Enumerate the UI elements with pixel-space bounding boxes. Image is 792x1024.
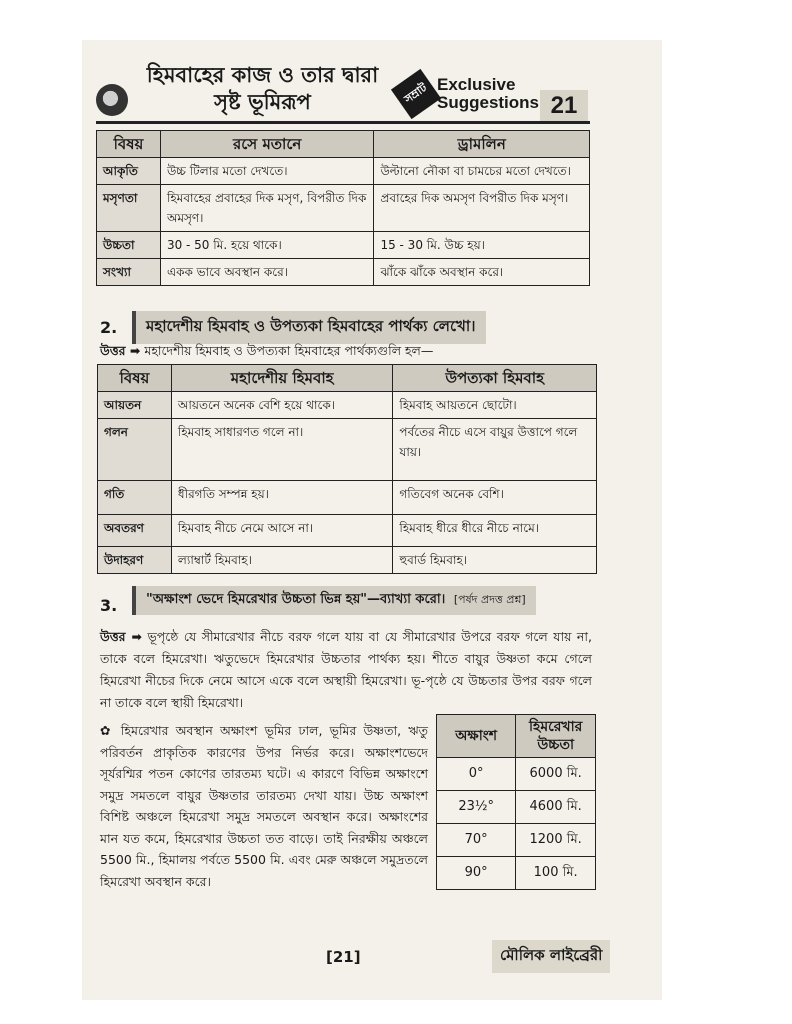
table-row [437,758,596,791]
table-cell: ল্যাম্বার্ট হিমবাহ। [171,547,393,574]
table-header-cell: ড্রামলিন [374,131,590,158]
table-row [437,857,596,890]
answer-intro-text: মহাদেশীয় হিমবাহ ও উপত্যকা হিমবাহের পার্থক্যগুলি হল— [144,343,434,358]
question-3-text: "অক্ষাংশ ভেদে হিমরেখার উচ্চতা ভিন্ন হয়"—ব্যাখ্যা করো। [146,592,446,607]
header-divider [96,121,590,124]
table-header-row [97,131,590,158]
table-row [98,481,597,515]
answer-text: ভূপৃষ্ঠে যে সীমারেখার নীচে বরফ গলে যায় বা যে সীমারেখার উপরে বরফ গলে যায় না, তাকে বলে হিমরেখা। ঋতুভেদে হিমরেখার উচ্চতার পার্থক্য হয়। শীতে বায়ুর উষ্ণতা কমে গেলে হিমরেখা নীচের দিকে নেমে আসে একে বলে অস্থায়ী হিমরেখা। ভূ-পৃষ্ঠে যে উচ্চতার উপর বরফ গলে না তাকে বলে স্থায়ী হিমরেখা। [100,629,592,710]
chapter-title-line1: হিমবাহের কাজ ও তার দ্বারা [146,63,379,87]
glacier-comparison-table [97,364,597,574]
table-row [98,515,597,547]
suggestions-text: Suggestions [437,93,540,112]
table-row [437,824,596,857]
table-row [97,259,590,286]
exclusive-text: Exclusive [437,75,516,94]
table-header-cell: উপত্যকা হিমবাহ [393,365,597,392]
table-cell: হিমবাহের প্রবাহের দিক মসৃণ, বিপরীত দিক অমসৃণ। [160,185,374,232]
question-3-answer [100,626,592,714]
table-cell: 15 - 30 মি. উচ্চ হয়। [374,232,590,259]
table-cell: একক ভাবে অবস্থান করে। [160,259,374,286]
table-header-cell: বিষয় [98,365,172,392]
question-tag: [পর্ষদ প্রদত্ত প্রশ্ন] [453,593,526,606]
snowline-height-table [436,714,596,890]
table-cell: হিমবাহ আয়তনে ছোটো। [393,392,597,419]
latitude-cell: 0° [437,758,516,791]
exclusive-suggestions-label [437,76,539,112]
drumlin-comparison-table [96,130,590,286]
answer-label: উত্তর ➡ [100,343,141,358]
question-3-number: 3. [100,596,118,615]
table-row [98,547,597,574]
table-cell: 30 - 50 মি. হয়ে থাকে। [160,232,374,259]
question-2-text: মহাদেশীয় হিমবাহ ও উপত্যকা হিমবাহের পার্থক্য লেখো। [132,311,486,344]
question-2-number: 2. [100,318,118,337]
table-cell: গতিবেগ অনেক বেশি। [393,481,597,515]
row-label: উদাহরণ [98,547,172,574]
table-row [97,158,590,185]
brand-badge: সম্রাট [391,69,441,119]
question-3-box [132,586,536,615]
table-header-cell: মহাদেশীয় হিমবাহ [171,365,393,392]
table-header-row [98,365,597,392]
publisher-name: মৌলিক লাইব্রেরী [492,940,610,973]
chapter-title [140,62,385,116]
height-cell: 6000 মি. [516,758,596,791]
answer-label: উত্তর ➡ [100,629,142,644]
table-row [437,791,596,824]
latitude-cell: 23½° [437,791,516,824]
chapter-title-line2: সৃষ্ট ভূমিরূপ [214,90,311,114]
height-cell: 4600 মি. [516,791,596,824]
table-cell: হিমবাহ ধীরে ধীরে নীচে নামে। [393,515,597,547]
table-header-row [437,715,596,758]
table-row [97,232,590,259]
table-cell: ধীরগতি সম্পন্ন হয়। [171,481,393,515]
table-cell: ঝাঁকে ঝাঁকে অবস্থান করে। [374,259,590,286]
row-label: অবতরণ [98,515,172,547]
snowline-explanation: ✿ হিমরেখার অবস্থান অক্ষাংশ ভূমির ঢাল, ভূমির উষ্ণতা, ঋতু পরিবর্তন প্রাকৃতিক কারণের উপর নির্ভর করে। অক্ষাংশভেদে সূর্যরশ্মির পতন কোণের তারতম্য ঘটে। এ কারণে বিভিন্ন অক্ষাংশে সমুদ্র সমতলে বায়ুর উষ্ণতার তারতম্য দেখা যায়। উচ্চ অক্ষাংশ বিশিষ্ট অঞ্চলে হিমরেখা সমুদ্র সমতলে অবস্থান করে। অক্ষাংশের মান যত কমে, হিমরেখার উচ্চতা তত বাড়ে। তাই নিরক্ষীয় অঞ্চলে 5500 মি., হিমালয় পর্বতে 5500 মি. এবং মেরু অঞ্চলে সমুদ্রতলে হিমরেখা অবস্থান করে। [100,723,428,889]
row-label: গতি [98,481,172,515]
header-page-number: 21 [540,90,588,122]
footer-page-number: [21] [326,948,361,966]
row-label: মসৃণতা [97,185,161,232]
height-cell: 1200 মি. [516,824,596,857]
table-cell: পর্বতের নীচে এসে বায়ুর উত্তাপে গলে যায়। [393,419,597,481]
table-cell: হিমবাহ সাধারণত গলে না। [171,419,393,481]
publisher-logo-icon [96,84,128,116]
height-cell: 100 মি. [516,857,596,890]
table-header-cell: হিমরেখার উচ্চতা [516,715,596,758]
row-label: আকৃতি [97,158,161,185]
table-cell: উল্টানো নৌকা বা চামচের মতো দেখতে। [374,158,590,185]
table-row [98,392,597,419]
table-cell: হিমবাহ নীচে নেমে আসে না। [171,515,393,547]
latitude-cell: 70° [437,824,516,857]
table-header-cell: বিষয় [97,131,161,158]
latitude-cell: 90° [437,857,516,890]
row-label: আয়তন [98,392,172,419]
row-label: উচ্চতা [97,232,161,259]
table-cell: আয়তনে অনেক বেশি হয়ে থাকে। [171,392,393,419]
row-label: সংখ্যা [97,259,161,286]
table-cell: প্রবাহের দিক অমসৃণ বিপরীত দিক মসৃণ। [374,185,590,232]
table-cell: উচ্চ টিলার মতো দেখতে। [160,158,374,185]
table-row [97,185,590,232]
table-row [98,419,597,481]
row-label: গলন [98,419,172,481]
table-cell: হুবার্ড হিমবাহ। [393,547,597,574]
table-header-cell: রসে মতানে [160,131,374,158]
table-header-cell: অক্ষাংশ [437,715,516,758]
question-2-answer-intro [100,340,590,362]
